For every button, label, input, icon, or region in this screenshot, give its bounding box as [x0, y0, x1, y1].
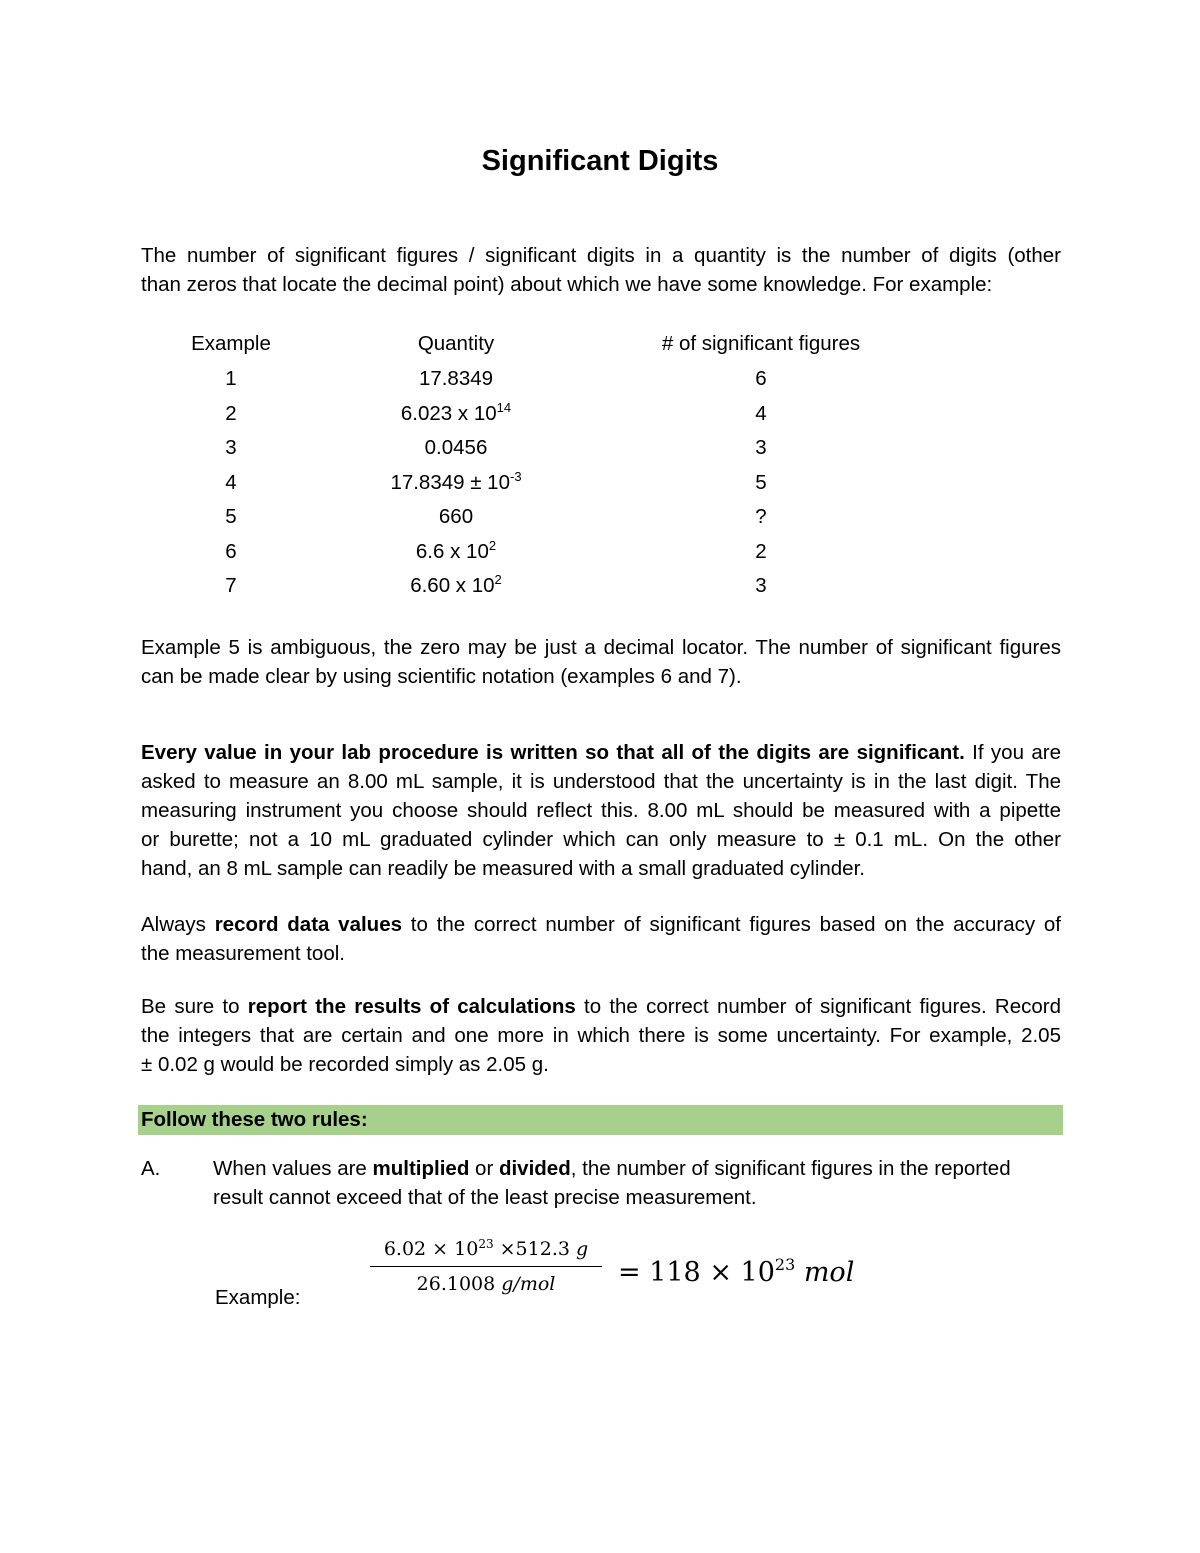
cell-example: 6 [225, 539, 237, 563]
page-title: Significant Digits [481, 145, 719, 177]
significant-figures-table [141, 326, 931, 604]
rule-a-line: When values are multiplied or divided, the number of significant figures in the reported [213, 1157, 1011, 1180]
record-paragraph [141, 910, 1061, 968]
cell-example: 3 [225, 436, 237, 460]
cell-example: 2 [225, 401, 237, 425]
rule-a-bold-divided: divided [498, 1157, 571, 1180]
rule-a-text [213, 1154, 1063, 1212]
lab-line: hand, an 8 mL sample can readily be measured with a small graduated cylinder. [141, 857, 865, 880]
intro-paragraph [141, 241, 1061, 299]
example-fraction [370, 1238, 602, 1295]
lab-procedure-paragraph [141, 738, 1061, 883]
rule-a-letter: A. [141, 1157, 161, 1180]
report-line: the integers that are certain and one more in which there is some uncertainty. For example, 2.05 [141, 1024, 1061, 1047]
cell-sig-figs: ? [755, 505, 767, 529]
table-row [141, 397, 931, 432]
table-row [141, 500, 931, 535]
cell-example: 7 [225, 574, 237, 598]
cell-sig-figs: 5 [755, 470, 767, 494]
rule-a-bold-multiplied: multiplied [372, 1157, 470, 1180]
report-bold: report the results of calculations [247, 995, 576, 1018]
table-row [141, 431, 931, 466]
lab-line: Every value in your lab procedure is written so that all of the digits are significant. If you are [141, 741, 1061, 764]
cell-quantity: 6.60 x $10^2$ [410, 572, 502, 598]
cell-quantity: 17.8349 [418, 367, 494, 391]
cell-sig-figs: 3 [755, 574, 767, 598]
fraction-numerator: $6.02 \times 10^{23} \times 512.3$ g [370, 1238, 602, 1267]
intro-line: The number of significant figures / significant digits in a quantity is the number of digits (other [141, 244, 1061, 267]
lab-bold-lead: Every value in your lab procedure is written so that all of the digits are significant. [141, 741, 965, 764]
cell-quantity: $17.8349 \pm 10^{-3}$ [390, 468, 522, 494]
record-line: the measurement tool. [141, 942, 345, 965]
rules-heading: Follow these two rules: [138, 1105, 1063, 1135]
cell-sig-figs: 2 [755, 539, 767, 563]
example-result: = $118 \times 10^{23}$ mol [618, 1255, 855, 1288]
cell-quantity: 6.023 x $10^{14}$ [400, 399, 512, 425]
rule-a-line: result cannot exceed that of the least precise measurement. [213, 1186, 757, 1209]
ambiguous-line: Example 5 is ambiguous, the zero may be just a decimal locator. The number of significant figures [141, 636, 1061, 659]
report-line: Be sure to report the results of calculations to the correct number of significant figures. Record [141, 995, 1061, 1018]
report-paragraph [141, 992, 1061, 1079]
table-row [141, 569, 931, 604]
cell-quantity: 660 [438, 505, 474, 529]
cell-sig-figs: 3 [755, 436, 767, 460]
cell-sig-figs: 6 [755, 367, 767, 391]
cell-quantity: 6.6 x $10^2$ [415, 537, 497, 563]
record-line: Always record data values to the correct number of significant figures based on the accuracy of [141, 913, 1061, 936]
cell-example: 1 [225, 367, 237, 391]
column-header-sig-figs: # of significant figures [661, 332, 861, 355]
lab-line: measuring instrument you choose should reflect this. 8.00 mL should be measured with a pipette [141, 799, 1061, 822]
cell-example: 4 [225, 470, 237, 494]
cell-example: 5 [225, 505, 237, 529]
ambiguous-line: can be made clear by using scientific notation (examples 6 and 7). [141, 665, 742, 688]
ambiguous-paragraph [141, 633, 1061, 691]
lab-line: asked to measure an 8.00 mL sample, it is understood that the uncertainty is in the last digit. The [141, 770, 1061, 793]
intro-line: than zeros that locate the decimal point) about which we have some knowledge. For example: [141, 273, 993, 296]
cell-quantity: 0.0456 [424, 436, 488, 460]
table-header-row [141, 326, 931, 362]
example-label: Example: [215, 1286, 301, 1309]
column-header-quantity: Quantity [417, 332, 495, 355]
table-row [141, 466, 931, 501]
table-row [141, 535, 931, 570]
column-header-example: Example [191, 332, 271, 355]
table-row [141, 362, 931, 397]
lab-line: or burette; not a 10 mL graduated cylinder which can only measure to ± 0.1 mL. On the other [141, 828, 1061, 851]
fraction-denominator: 26.1008 g/mol [416, 1273, 556, 1295]
cell-sig-figs: 4 [755, 401, 767, 425]
report-line: ± 0.02 g would be recorded simply as 2.05 g. [141, 1053, 549, 1076]
record-bold: record data values [214, 913, 403, 936]
